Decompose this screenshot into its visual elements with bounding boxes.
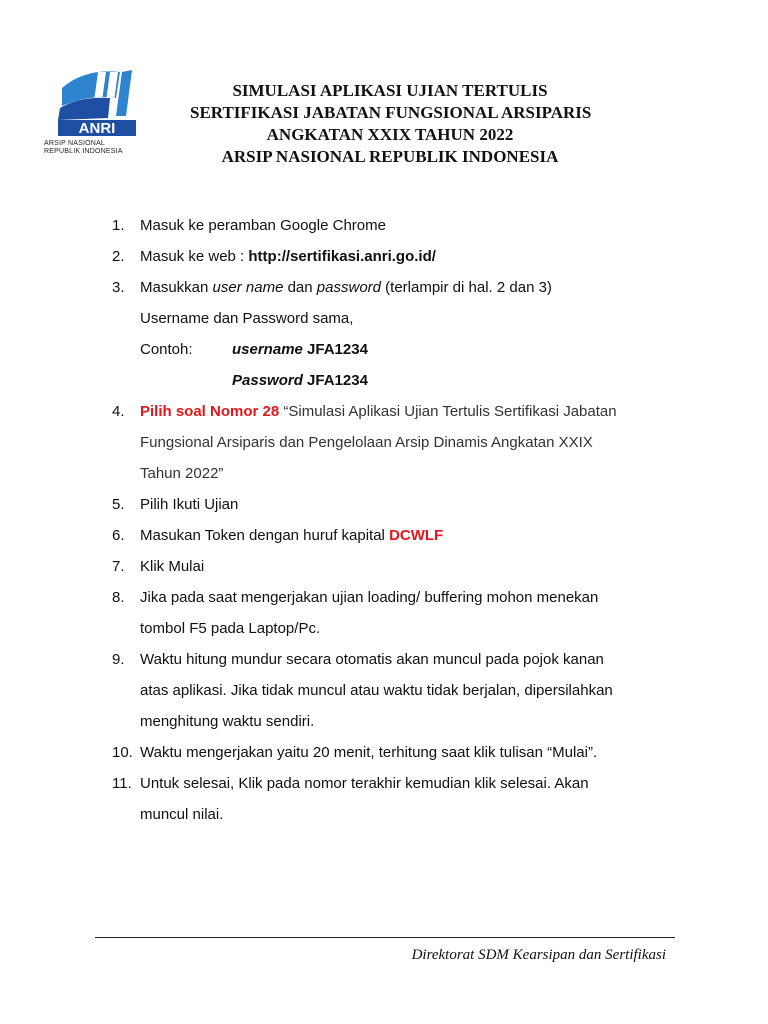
list-item-continuation	[112, 427, 672, 458]
list-item	[112, 551, 672, 582]
item-number: 5.	[112, 496, 125, 513]
title-line-1: SIMULASI APLIKASI UJIAN TERTULIS	[232, 81, 548, 100]
item-text: Masuk ke web :	[140, 248, 249, 265]
item-text: Waktu hitung mundur secara otomatis akan muncul pada pojok kanan	[140, 651, 604, 668]
example-label: Contoh:	[140, 341, 193, 358]
item-text-italic: password	[316, 279, 381, 296]
list-item	[112, 582, 672, 613]
item-number: 9.	[112, 651, 125, 668]
list-item	[112, 768, 672, 799]
item-text: Untuk selesai, Klik pada nomor terakhir kemudian klik selesai. Akan	[140, 775, 589, 792]
item-text: Masukkan	[140, 279, 213, 296]
item-text: “Simulasi Aplikasi Ujian Tertulis Sertifikasi Jabatan	[279, 403, 617, 420]
instruction-list	[112, 210, 672, 830]
list-item-continuation	[112, 613, 672, 644]
item-number: 4.	[112, 403, 125, 420]
footer-text: Direktorat SDM Kearsipan dan Sertifikasi	[411, 947, 666, 963]
item-text: atas aplikasi. Jika tidak muncul atau waktu tidak berjalan, dipersilahkan	[140, 682, 613, 699]
example-password-value: JFA1234	[302, 372, 368, 389]
item-text: Pilih Ikuti Ujian	[140, 496, 239, 513]
title-line-4: ARSIP NASIONAL REPUBLIK INDONESIA	[221, 147, 559, 166]
example-password-label: Password	[232, 372, 303, 389]
list-item	[112, 210, 672, 241]
list-item-continuation	[112, 303, 672, 334]
list-item-continuation	[112, 706, 672, 737]
highlight-text: Pilih soal Nomor 28	[140, 403, 280, 420]
logo-caption	[44, 140, 164, 156]
item-text: dan	[283, 279, 317, 296]
item-text: Tahun 2022”	[140, 465, 224, 482]
list-item-continuation	[112, 675, 672, 706]
item-number: 7.	[112, 558, 125, 575]
logo-caption-line2: REPUBLIK INDONESIA	[44, 148, 123, 155]
logo-caption-line1: ARSIP NASIONAL	[44, 140, 106, 147]
list-item-continuation	[112, 458, 672, 489]
example-row	[112, 365, 672, 396]
item-number: 3.	[112, 279, 125, 296]
item-number: 11.	[112, 775, 132, 792]
item-text-italic: user name	[212, 279, 284, 296]
item-text: Masukan Token dengan huruf kapital	[140, 527, 390, 544]
item-text: Klik Mulai	[140, 558, 205, 575]
footer-divider	[95, 937, 675, 938]
list-item	[112, 737, 672, 768]
example-row	[112, 334, 672, 365]
item-number: 1.	[112, 217, 125, 234]
item-text: menghitung waktu sendiri.	[140, 713, 315, 730]
item-text: Jika pada saat mengerjakan ujian loading/ buffering mohon menekan	[140, 589, 599, 606]
list-item	[112, 241, 672, 272]
item-number: 6.	[112, 527, 125, 544]
item-number: 2.	[112, 248, 125, 265]
page-title	[190, 80, 590, 168]
example-username-label: username	[232, 341, 303, 358]
list-item	[112, 489, 672, 520]
list-item	[112, 272, 672, 303]
item-text: Waktu mengerjakan yaitu 20 menit, terhitung saat klik tulisan “Mulai”.	[140, 744, 598, 761]
web-url: http://sertifikasi.anri.go.id/	[248, 248, 436, 265]
item-number: 10.	[112, 744, 133, 761]
item-text: tombol F5 pada Laptop/Pc.	[140, 620, 321, 637]
list-item	[112, 644, 672, 675]
item-text: Username dan Password sama,	[140, 310, 354, 327]
anri-logo-mark	[40, 68, 150, 148]
list-item	[112, 520, 672, 551]
item-number: 8.	[112, 589, 125, 606]
title-line-3: ANGKATAN XXIX TAHUN 2022	[266, 125, 514, 144]
item-text: Masuk ke peramban Google Chrome	[140, 217, 386, 234]
list-item-continuation	[112, 799, 672, 830]
title-line-2: SERTIFIKASI JABATAN FUNGSIONAL ARSIPARIS	[190, 103, 592, 122]
example-username-value: JFA1234	[302, 341, 368, 358]
token-value: DCWLF	[389, 527, 444, 544]
list-item	[112, 396, 672, 427]
item-text: muncul nilai.	[140, 806, 224, 823]
item-text: (terlampir di hal. 2 dan 3)	[381, 279, 552, 296]
item-text: Fungsional Arsiparis dan Pengelolaan Arsip Dinamis Angkatan XXIX	[140, 434, 593, 451]
logo-acronym: ANRI	[78, 120, 116, 137]
